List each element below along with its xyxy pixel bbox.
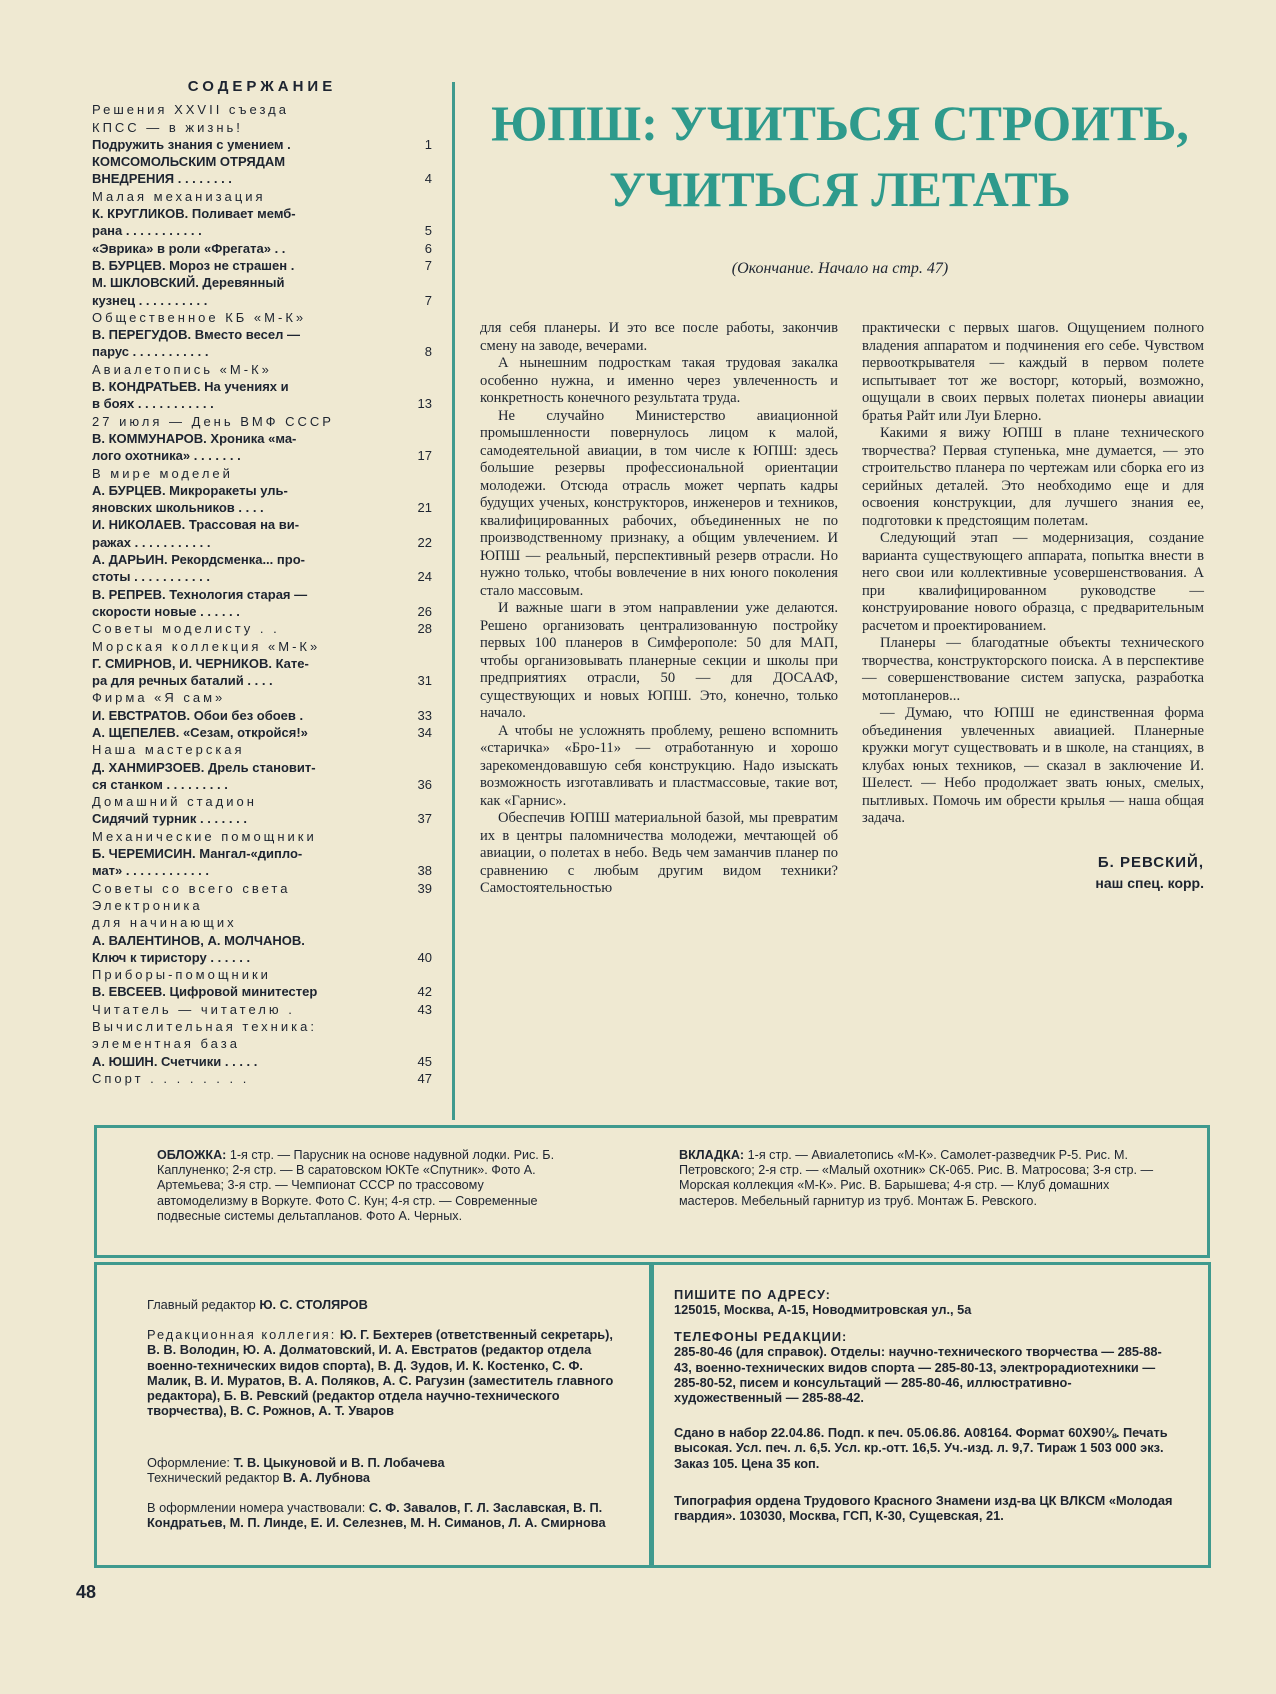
paragraph: Следующий этап — модернизация, создание варианта существующего аппарата, попытка внести в него свои или коллективные усовершенствования. А при квалифицированном руководстве — конструирование нового образца, с предварительным расчетом и проектированием. — [862, 530, 1204, 634]
contents-section-row — [92, 413, 432, 430]
contents-section-row — [92, 620, 432, 637]
contents-entry-text: в боях . . . . . . . . . . . — [92, 396, 214, 412]
contents-entry-row — [92, 845, 432, 862]
contents-entry-text: яновских школьников . . . . — [92, 500, 264, 516]
paragraph: практически с первых шагов. Ощущением полного владения аппаратом и подчинения его себе. Чувством первооткрывателя — каждый в первом полете испытывает тот же восторг, который, возможно, ощущали в своих первых полетах пионеры авиации братья Райт или Луи Блерно. — [862, 320, 1204, 424]
contents-page-number: 17 — [417, 448, 432, 464]
contents-entry-text: Решения XXVII съезда — [92, 102, 289, 118]
contents-entry-row — [92, 603, 432, 620]
cover-label: ОБЛОЖКА: — [157, 1148, 227, 1162]
contents-entry-row — [92, 568, 432, 585]
contents-section-row — [92, 119, 432, 136]
contents-entry-text: В. ЕВСЕЕВ. Цифровой минитестер — [92, 984, 318, 1000]
paragraph: Обеспечив ЮПШ материальной базой, мы превратим их в центры паломничества молодежи, мечтающей об авиации, о полетах в небо. Ведь чем заманчив планер по сравнению с любым другим видом техники? Самостоятельностью — [480, 810, 838, 896]
contents-entry-text: Наша мастерская — [92, 742, 245, 758]
contents-entry-text: Электроника — [92, 897, 203, 913]
chief-label: Главный редактор — [147, 1297, 256, 1312]
address-text: 125015, Москва, А-15, Новодмитровская ул., 5а — [674, 1302, 972, 1318]
contents-entry-text: Авиалетопись «М-К» — [92, 361, 272, 377]
article-column-1 — [480, 320, 838, 898]
contents-entry-text: Д. ХАНМИРЗОЕВ. Дрель становит- — [92, 759, 316, 775]
contents-entry-text: В мире моделей — [92, 465, 233, 481]
contents-page-number: 34 — [417, 724, 432, 740]
phones-label: ТЕЛЕФОНЫ РЕДАКЦИИ: — [674, 1329, 848, 1344]
contents-page-number: 4 — [424, 171, 432, 187]
contents-entry-row — [92, 292, 432, 309]
contents-page-number: 39 — [417, 880, 432, 896]
contents-section-row — [92, 309, 432, 326]
contents-page-number: 43 — [417, 1001, 432, 1017]
participants-label: В оформлении номера участвовали: — [147, 1500, 366, 1515]
contents-section-row — [92, 1035, 432, 1052]
contents-entry-row — [92, 516, 432, 533]
paragraph: И важные шаги в этом направлении уже делаются. Решено организовать централизованную постройку первых 100 планеров в Симферополе: 50 для МАП, чтобы организовывать планерные секции и школы при предприятиях отрасли, 50 — для ДОСААФ, существующих и новых ЮПШ. Это, конечно, только начало. — [480, 600, 838, 721]
editorial-box — [94, 1262, 652, 1568]
editorial-board — [147, 1327, 617, 1419]
contents-section-row — [92, 1070, 432, 1087]
continuation-note: (Окончание. Начало на стр. 47) — [731, 260, 949, 277]
contents-entry-row — [92, 776, 432, 793]
contents-entry-text: Советы моделисту . . — [92, 621, 280, 637]
contents-entry-text: для начинающих — [92, 915, 237, 931]
contents-entry-row — [92, 707, 432, 724]
insert-text: 1-я стр. — Авиалетопись «М-К». Самолет-разведчик Р-5. Рис. М. Петровского; 2-я стр. — «Малый охотник» СК-065. Рис. В. Матросова; 3-я стр. — Морская коллекция «М-К». Рис. В. Барышева; 4-я стр. — Клуб домашних мастеров. Мебельный гарнитур из труб. Монтаж Б. Ревского. — [679, 1148, 1154, 1208]
contents-entry-row — [92, 983, 432, 1000]
contents-section-row — [92, 1001, 432, 1018]
contents-entry-row — [92, 378, 432, 395]
contents-entry-text: К. КРУГЛИКОВ. Поливает мемб- — [92, 206, 296, 222]
tech-editor-name: В. А. Лубнова — [282, 1470, 371, 1486]
contents-entry-row — [92, 274, 432, 291]
column-divider — [452, 82, 455, 1120]
contents-entry-row — [92, 205, 432, 222]
contents-entry-text: элементная база — [92, 1036, 240, 1052]
paragraph: — Думаю, что ЮПШ не единственная форма объединения увлеченных авиацией. Планерные кружки могут существовать и в школе, на станциях, в клубах юных техников, — сказал в заключение И. Шелест. — Небо продолжает звать юных, смелых, пытливых. Помочь им обрести крылья — наша общая задача. — [862, 705, 1204, 826]
contents-page-number: 28 — [417, 621, 432, 637]
contents-entry-text: Сидячий турник . . . . . . . — [92, 811, 247, 827]
board-text: Ю. Г. Бехтерев (ответственный секретарь), В. В. Володин, Ю. А. Долматовский, И. А. Евстратов (редактор отдела военно-технических видов спорта), В. Д. Зудов, И. К. Костенко, С. Ф. Малик, В. И. Муратов, В. А. Поляков, А. С. Рагузин (заместитель главного редактора), Б. В. Ревский (редактор отдела научно-технического творчества), В. С. Рожнов, А. Т. Уваров — [147, 1327, 614, 1419]
contents-entry-text: Морская коллекция «М-К» — [92, 638, 321, 654]
contents-page-number: 38 — [417, 863, 432, 879]
paragraph: Планеры — благодатные объекты технического творчества, конструкторского поиска. А в перспективе — совершенствование систем запуска, разработка мотопланеров... — [862, 635, 1204, 704]
article-column-2 — [862, 320, 1204, 893]
contents-entry-row — [92, 222, 432, 239]
contents-entry-row — [92, 170, 432, 187]
contents-entry-row — [92, 395, 432, 412]
contents-entry-text: ражах . . . . . . . . . . . — [92, 534, 211, 550]
contents-entry-row — [92, 499, 432, 516]
page-number: 48 — [76, 1582, 97, 1602]
contents-entry-row — [92, 257, 432, 274]
contents-entry-text: Вычислительная техника: — [92, 1019, 317, 1035]
contents-entry-text: И. ЕВСТРАТОВ. Обои без обоев . — [92, 707, 304, 723]
contents-page-number: 7 — [424, 257, 432, 273]
contents-page-number: 40 — [417, 949, 432, 965]
contents-entry-text: 27 июля — День ВМФ СССР — [92, 413, 334, 429]
print-details: Сдано в набор 22.04.86. Подп. к печ. 05.06.86. А08164. Формат 60Х90⅛. Печать высокая. Усл. печ. л. 6,5. Усл. кр.-отт. 16,5. Уч.-изд. л. 9,7. Тираж 1 503 000 экз. Заказ 105. Цена 35 коп. — [674, 1425, 1168, 1471]
contents-entry-text: скорости новые . . . . . . — [92, 603, 240, 619]
contents-entry-row — [92, 482, 432, 499]
contents-page-number: 26 — [417, 603, 432, 619]
contents-page-number: 36 — [417, 776, 432, 792]
design-label: Оформление: — [147, 1455, 230, 1470]
contents-section-row — [92, 897, 432, 914]
contents-page-number: 37 — [417, 811, 432, 827]
contents-section-row — [92, 638, 432, 655]
contents-page-number: 13 — [417, 396, 432, 412]
contents-entry-text: кузнец . . . . . . . . . . — [92, 292, 208, 308]
contents-entry-text: В. ПЕРЕГУДОВ. Вместо весел — — [92, 327, 300, 343]
contents-entry-text: Советы со всего света — [92, 880, 291, 896]
contents-entry-text: В. РЕПРЕВ. Технология старая — — [92, 586, 308, 602]
contents-entry-text: Подружить знания с умением . — [92, 136, 291, 152]
participants — [147, 1500, 617, 1531]
contents-section-row — [92, 793, 432, 810]
contents-page-number: 22 — [417, 534, 432, 550]
contents-entry-row — [92, 343, 432, 360]
contents-section-row — [92, 188, 432, 205]
paragraph: Не случайно Министерство авиационной промышленности повернулось лицом к малой, самодеятельной авиации, в том числе к ЮПШ: здесь большие резервы профессиональной ориентации молодежи. Отсюда отрасль может черпать кадры будущих ученых, конструкторов, инженеров и техников, квалифицированных рабочих, объединенных не по производственному признаку, а общим увлечением. И ЮПШ — реальный, перспективный резерв отрасли. Но нужно только, чтобы вовлечение в них юного поколения стало массовым. — [480, 407, 838, 599]
chief-name: Ю. С. СТОЛЯРОВ — [259, 1297, 368, 1312]
contents-entry-row — [92, 672, 432, 689]
contents-entry-row — [92, 153, 432, 170]
contents-entry-text: А. ВАЛЕНТИНОВ, А. МОЛЧАНОВ. — [92, 932, 305, 948]
contents-entry-row — [92, 724, 432, 741]
contents-entry-text: стоты . . . . . . . . . . . — [92, 569, 210, 585]
contents-page-number: 1 — [424, 136, 432, 152]
contents-entry-row — [92, 136, 432, 153]
contents-entry-text: ся станком . . . . . . . . . — [92, 776, 228, 792]
contents-page-number: 31 — [417, 673, 432, 689]
contents-entry-text: Г. СМИРНОВ, И. ЧЕРНИКОВ. Кате- — [92, 655, 309, 671]
chief-editor — [147, 1297, 617, 1312]
paragraph: Какими я вижу ЮПШ в плане технического творчества? Первая ступенька, мне думается, — это строительство планера по чертежам или сборка его из серийных деталей. Это необходимо еще и для освоения конструкции, для лучшего знания ее, подготовки к предстоящим полетам. — [862, 425, 1204, 529]
contents-entry-text: рана . . . . . . . . . . . — [92, 223, 202, 239]
insert-label: ВКЛАДКА: — [679, 1148, 745, 1162]
contents-section-row — [92, 1018, 432, 1035]
contents-section-row — [92, 361, 432, 378]
contents-entry-text: В. КОНДРАТЬЕВ. На учениях и — [92, 379, 289, 395]
contents-section-row — [92, 741, 432, 758]
contents-page-number: 21 — [417, 500, 432, 516]
contents-page-number: 24 — [417, 569, 432, 585]
contents-entry-row — [92, 551, 432, 568]
contents-entry-text: ВНЕДРЕНИЯ . . . . . . . . — [92, 171, 232, 187]
contents-section-row — [92, 465, 432, 482]
contents-section-row — [92, 101, 432, 118]
contents-entry-row — [92, 586, 432, 603]
contents-section-row — [92, 880, 432, 897]
paragraph: А чтобы не усложнять проблему, решено вспомнить «старичка» «Бро-11» — отработанную и хорошо зарекомендовавшую себя конструкцию. Надо изыскать возможность изготавливать и пластмассовые, такие вот, как «Гарнис». — [480, 722, 838, 809]
phones-text: 285-80-46 (для справок). Отделы: научно-технического творчества — 285-88-43, военно-технических видов спорта — 285-80-13, электрорадиотехники — 285-80-52, писем и консультаций — 285-80-46, иллюстративно-художественный — 285-88-42. — [674, 1344, 1162, 1406]
mailing-address — [674, 1287, 1174, 1318]
article-headline — [470, 90, 1210, 222]
contents-page-number: 8 — [424, 344, 432, 360]
contents-entry-text: А. ДАРЬИН. Рекордсменка... про- — [92, 552, 305, 568]
contents-entry-text: Б. ЧЕРЕМИСИН. Мангал-«дипло- — [92, 846, 303, 862]
contents-entry-text: Приборы-помощники — [92, 967, 271, 983]
contents-entry-row — [92, 430, 432, 447]
contents-entry-text: «Эврика» в роли «Фрегата» . . — [92, 240, 286, 256]
participants-names: С. Ф. Завалов, Г. Л. Заславская, В. П. Кондратьев, М. П. Линде, Е. И. Селезнев, М. Н. Симанов, Л. А. Смирнова — [147, 1500, 606, 1531]
contents-entry-row — [92, 534, 432, 551]
contents-entry-text: лого охотника» . . . . . . . — [92, 448, 241, 464]
contents-entry-text: М. ШКЛОВСКИЙ. Деревянный — [92, 275, 285, 291]
contents-entry-text: Малая механизация — [92, 188, 266, 204]
paragraph: А нынешним подросткам такая трудовая закалка особенно нужна, и именно через увлеченность и конкретность конечного результата труда. — [480, 355, 838, 406]
board-label: Редакционная коллегия: — [147, 1327, 337, 1342]
contents-entry-text: И. НИКОЛАЕВ. Трассовая на ви- — [92, 517, 300, 533]
contents-page-number: 6 — [424, 240, 432, 256]
insert-credits — [679, 1148, 1159, 1209]
design-credits — [147, 1455, 617, 1486]
cover-text: 1-я стр. — Парусник на основе надувной лодки. Рис. Б. Каплуненко; 2-я стр. — В саратовском ЮКТе «Спутник». Фото А. Артемьева; 3-я стр. — Чемпионат СССР по трассовому автомоделизму в Воркуте. Фото С. Кун; 4-я стр. — Современные подвесные системы дельтапланов. Фото А. Черных. — [157, 1148, 555, 1223]
contents-page-number: 7 — [424, 292, 432, 308]
contents-entry-text: ра для речных баталий . . . . — [92, 673, 273, 689]
tech-editor-label: Технический редактор — [147, 1470, 280, 1486]
contents-entry-row — [92, 810, 432, 827]
paragraph: для себя планеры. И это все после работы, закончив смену на заводе, вечерами. — [480, 320, 838, 354]
contents-entry-text: парус . . . . . . . . . . . — [92, 344, 209, 360]
contents-section-row — [92, 966, 432, 983]
cover-credits — [157, 1148, 577, 1224]
contents-entry-row — [92, 326, 432, 343]
contents-entry-text: Домашний стадион — [92, 794, 257, 810]
contents-page-number: 5 — [424, 223, 432, 239]
contents-entry-row — [92, 949, 432, 966]
author-role: наш спец. корр. — [1095, 875, 1204, 891]
address-label: ПИШИТЕ ПО АДРЕСУ: — [674, 1287, 831, 1302]
contents-page-number: 47 — [417, 1070, 432, 1086]
table-of-contents — [92, 78, 432, 1087]
contents-entry-row — [92, 447, 432, 464]
headline-line-1: ЮПШ: УЧИТЬСЯ СТРОИТЬ, — [491, 95, 1189, 151]
contents-page-number: 45 — [417, 1053, 432, 1069]
contents-section-row — [92, 914, 432, 931]
contents-list — [92, 101, 432, 1087]
contents-entry-text: Механические помощники — [92, 828, 317, 844]
contents-entry-text: Фирма «Я сам» — [92, 690, 226, 706]
contents-section-row — [92, 828, 432, 845]
contents-entry-text: В. БУРЦЕВ. Мороз не страшен . — [92, 257, 295, 273]
contents-entry-row — [92, 655, 432, 672]
contents-page-number: 42 — [417, 984, 432, 1000]
contents-entry-row — [92, 932, 432, 949]
cover-credits-box — [94, 1125, 1210, 1258]
contents-entry-row — [92, 1053, 432, 1070]
contents-entry-row — [92, 759, 432, 776]
contents-entry-text: А. БУРЦЕВ. Микроракеты уль- — [92, 482, 288, 498]
contents-entry-text: Читатель — читателю . — [92, 1001, 295, 1017]
contents-entry-row — [92, 240, 432, 257]
contents-title: СОДЕРЖАНИЕ — [187, 78, 337, 95]
headline-line-2: УЧИТЬСЯ ЛЕТАТЬ — [609, 161, 1071, 217]
contents-entry-text: Спорт . . . . . . . . — [92, 1070, 250, 1086]
contents-entry-text: КПСС — в жизнь! — [92, 119, 243, 135]
printer-details: Типография ордена Трудового Красного Знамени изд-ва ЦК ВЛКСМ «Молодая гвардия». 103030, Москва, ГСП, К-30, Сущевская, 21. — [674, 1493, 1173, 1524]
contents-entry-row — [92, 862, 432, 879]
contents-entry-text: В. КОММУНАРОВ. Хроника «ма- — [92, 430, 297, 446]
contents-entry-text: Ключ к тиристору . . . . . . — [92, 949, 251, 965]
contents-entry-text: Общественное КБ «М-К» — [92, 309, 307, 325]
design-names: Т. В. Цыкуновой и В. П. Лобачева — [233, 1455, 445, 1470]
contents-entry-text: А. ЩЕПЕЛЕВ. «Сезам, откройся!» — [92, 724, 308, 740]
author-name: Б. РЕВСКИЙ, — [1097, 853, 1204, 871]
contents-entry-text: мат» . . . . . . . . . . . . — [92, 863, 209, 879]
contents-page-number: 33 — [417, 707, 432, 723]
contents-entry-text: КОМСОМОЛЬСКИМ ОТРЯДАМ — [92, 154, 286, 170]
address-box — [651, 1262, 1211, 1568]
contents-entry-text: А. ЮШИН. Счетчики . . . . . — [92, 1053, 258, 1069]
editorial-phones — [674, 1329, 1174, 1405]
contents-section-row — [92, 689, 432, 706]
